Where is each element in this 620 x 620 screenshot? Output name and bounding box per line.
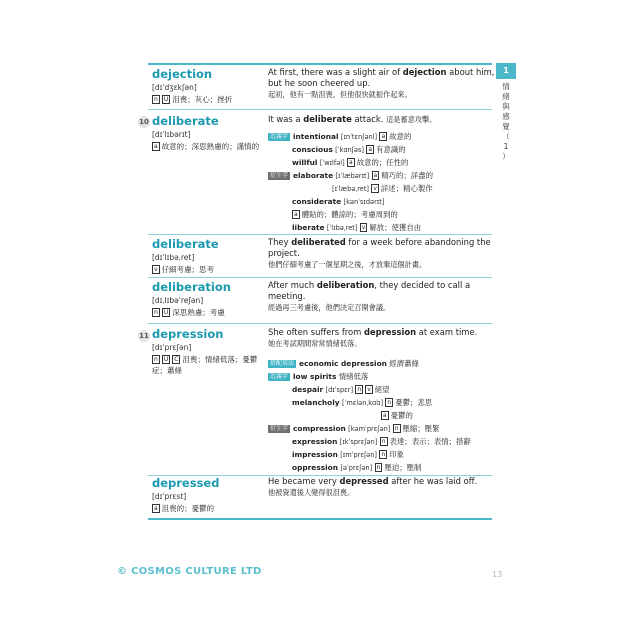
related-row: [292, 436, 471, 448]
example-zh: 起初，他有一點沮喪，但他很快就振作起來。: [268, 90, 412, 99]
related-word: willful: [292, 158, 318, 167]
pos-badge: a: [154, 143, 158, 150]
chapter-tab[interactable]: 1: [496, 63, 516, 79]
entry-number-badge: 10: [139, 118, 149, 126]
related-phonetic: [ˈmɛlənˌkɑlɪ]: [341, 399, 384, 407]
related-meaning: 壓縮；壓緊: [402, 424, 440, 433]
example-zh: 她在考試期間常常情緒低落。: [268, 339, 362, 348]
related-phonetic: [kəmˈprɛʃən]: [348, 425, 391, 433]
pos-badge: n: [387, 399, 392, 406]
pos-badge: v: [367, 386, 371, 393]
pos-badge: a: [383, 412, 387, 419]
related-phonetic: [ɪnˈtɛnʃənl]: [340, 133, 378, 141]
bottom-rule: [148, 518, 492, 520]
definition: [152, 264, 262, 275]
related-phonetic: [ɪˈlæbərɪt]: [335, 172, 370, 180]
related-meaning: 經濟蕭條: [389, 359, 419, 368]
related-row: [268, 371, 368, 382]
entry-number-badge: 11: [139, 332, 149, 340]
definition: [152, 94, 262, 105]
phonetic: [dɪˈlɪbəˌret]: [152, 253, 195, 262]
headword: dejection: [152, 67, 213, 81]
related-row: [268, 131, 411, 143]
related-row: [292, 157, 408, 169]
related-row: [268, 358, 419, 369]
related-row: [292, 144, 406, 156]
definition: [152, 141, 262, 152]
definition-text: 沮喪的；憂鬱的: [161, 504, 215, 513]
example-en: They deliberated for a week before abandoning the project.: [268, 237, 491, 258]
pos-badge: n: [357, 386, 362, 393]
related-phonetic: [əˈprɛʃən]: [340, 464, 373, 472]
divider: [148, 109, 492, 110]
related-meaning: 故意的；任性的: [356, 158, 409, 167]
related-word: expression: [292, 437, 338, 446]
related-meaning: 有意識的: [376, 145, 406, 154]
pos-badge: U: [163, 96, 169, 103]
related-word: economic depression: [299, 359, 387, 368]
publisher-brand: © COSMOS CULTURE LTD: [117, 566, 262, 577]
divider: [148, 277, 492, 278]
related-row: [292, 397, 432, 409]
pos-badge: C: [174, 356, 179, 363]
headword: depression: [152, 327, 224, 341]
pos-badge: n: [154, 96, 158, 103]
phonetic: [dɪˈprɛst]: [152, 492, 187, 501]
related-word: conscious: [292, 145, 333, 154]
phonetic: [dɪˌlɪbəˈreʃən]: [152, 296, 204, 305]
related-meaning: 體貼的；體諒的；考慮周到的: [301, 210, 398, 219]
headword: deliberate: [152, 114, 219, 128]
divider: [148, 323, 492, 324]
headword: deliberation: [152, 280, 231, 294]
page-number: 13: [492, 570, 503, 579]
collocation-tag: 搭配用法: [270, 360, 295, 367]
related-word: low spirits: [293, 372, 337, 381]
related-row: [268, 170, 433, 182]
entry-deliberate-verb: [148, 237, 492, 275]
pos-badge: U: [163, 356, 169, 363]
pos-badge: v: [361, 224, 366, 231]
related-row: [268, 423, 439, 435]
definition: [152, 503, 262, 514]
related-row: [292, 462, 421, 474]
related-word: compression: [293, 424, 346, 433]
example-zh: 他被資遣後人變得很沮喪。: [268, 488, 355, 497]
related-word: despair: [292, 385, 324, 394]
related-word: intentional: [293, 132, 339, 141]
example-en: She often suffers from depression at exam time.: [268, 327, 478, 337]
related-word: considerate: [292, 197, 342, 206]
related-row: [292, 222, 421, 234]
pos-badge: a: [349, 159, 353, 166]
pos-badge: n: [381, 438, 386, 445]
pos-badge: a: [381, 133, 386, 140]
phonetic: [dɪˈlɪbərɪt]: [152, 130, 191, 139]
related-row: [292, 209, 398, 220]
pos-badge: n: [154, 356, 158, 363]
pos-badge: n: [381, 451, 386, 458]
related-meaning: 故意的: [389, 132, 412, 141]
example-en: It was a deliberate attack. 這是蓄意攻擊。: [268, 114, 437, 124]
divider: [148, 234, 492, 235]
related-phonetic: [dɪˈspɛr]: [325, 386, 354, 394]
related-word: elaborate: [293, 171, 334, 180]
phonetic: [dɪˈprɛʃən]: [152, 343, 192, 352]
example-zh: 他們仔細考慮了一個星期之後，才放棄這個計畫。: [268, 260, 427, 269]
related-meaning: 壓迫；壓制: [384, 463, 422, 472]
derived-tag: 衍生字: [270, 172, 289, 179]
pos-badge: U: [163, 309, 169, 316]
example-en: After much deliberation, they decided to call a meeting.: [268, 280, 471, 301]
related-phonetic: [ˈkɑnʃəs]: [335, 146, 364, 154]
definition: [152, 307, 262, 318]
related-meaning: 情緒低落: [338, 372, 369, 381]
related-meaning: 絕望: [374, 385, 390, 394]
related-phonetic: [ɪˈlæbəˌret]: [332, 185, 369, 193]
definition-text: 沮喪；情緒低落；憂鬱症；蕭條: [152, 355, 258, 375]
related-phonetic: [kənˈsɪdərɪt]: [343, 198, 385, 206]
definition-text: 故意的；深思熟慮的；謹慎的: [161, 142, 260, 151]
chapter-title: 情 緒 與 感 覺 （ 1 ）: [502, 82, 510, 161]
pos-badge: a: [294, 211, 298, 218]
example-zh: 這是蓄意攻擊。: [386, 115, 437, 124]
pos-badge: n: [154, 309, 158, 316]
definition-text: 深思熟慮；考慮: [172, 308, 225, 317]
related-row: [292, 449, 404, 461]
definition-text: 沮喪；灰心；挫折: [172, 95, 233, 104]
example-zh: 經過再三考慮後，他們決定召開會議。: [268, 303, 391, 312]
related-word: impression: [292, 450, 338, 459]
related-row: [292, 384, 390, 396]
pos-badge: n: [376, 464, 381, 471]
related-row: [292, 196, 384, 208]
phonetic: [dɪˈdʒɛkʃən]: [152, 83, 197, 92]
related-phonetic: [ˈlɪbəˌret]: [326, 224, 358, 232]
headword: depressed: [152, 476, 220, 490]
pos-badge: a: [373, 172, 378, 179]
related-meaning: 解放；使獲自由: [369, 223, 422, 232]
headword: deliberate: [152, 237, 219, 251]
entry-deliberation: [148, 280, 492, 320]
related-phonetic: [ɪmˈprɛʃən]: [340, 451, 377, 459]
pos-badge: a: [154, 505, 158, 512]
derived-tag: 衍生字: [270, 425, 289, 432]
related-meaning: 憂鬱；悲思: [395, 398, 433, 407]
related-phonetic: [ˈwɪlfəl]: [319, 159, 345, 167]
related-row: [332, 183, 433, 195]
related-meaning: 表達；表示；表情；措辭: [389, 437, 471, 446]
related-word: liberate: [292, 223, 325, 232]
related-meaning: 詳述；精心製作: [380, 184, 433, 193]
related-meaning: 憂鬱的: [390, 411, 413, 420]
pos-badge: v: [373, 185, 377, 192]
entry-depressed: [148, 476, 492, 516]
related-meaning: 印象: [389, 450, 404, 459]
related-word: oppression: [292, 463, 338, 472]
pos-badge: v: [154, 266, 158, 273]
related-meaning: 精巧的；詳盡的: [381, 171, 433, 180]
example-en: He became very depressed after he was laid off.: [268, 476, 478, 486]
top-rule: [148, 63, 492, 65]
definition: [152, 354, 262, 376]
pos-badge: a: [368, 146, 373, 153]
related-row: [381, 410, 413, 421]
synonym-tag: 近義字: [270, 373, 289, 380]
pos-badge: n: [394, 425, 399, 432]
definition-text: 仔細考慮；思考: [161, 265, 215, 274]
related-word: melancholy: [292, 398, 340, 407]
related-phonetic: [ɪkˈsprɛʃən]: [339, 438, 378, 446]
synonym-tag: 近義字: [270, 133, 289, 140]
example-en: At first, there was a slight air of dejection about him, but he soon cheered up.: [268, 67, 495, 88]
entry-dejection: [148, 67, 495, 109]
